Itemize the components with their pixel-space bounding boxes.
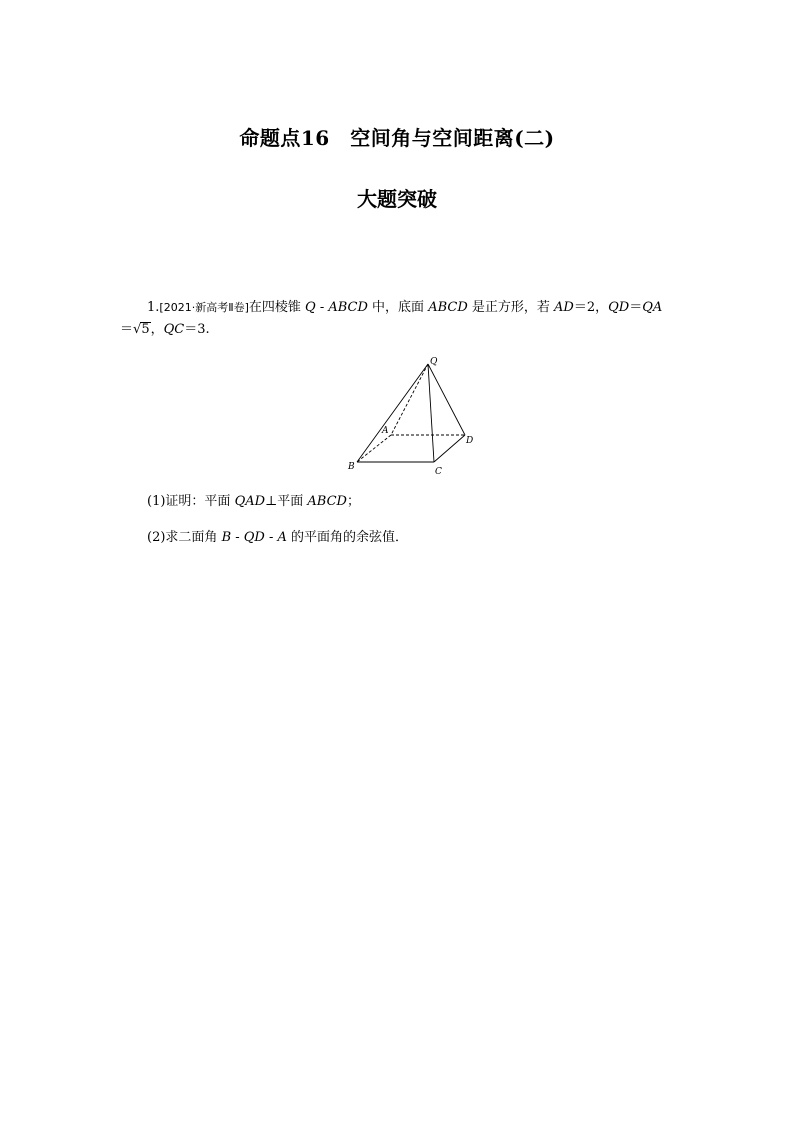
segment-qd: QD [608, 300, 630, 315]
ad-value: ＝2， [573, 300, 609, 315]
question-2 [147, 528, 408, 548]
problem-number: 1. [147, 300, 160, 315]
edge-qa-hidden [391, 364, 428, 435]
problem-source: [2021·新高考Ⅱ卷] [159, 301, 249, 314]
vertex-label-a: A [382, 426, 389, 436]
equals-sign: ＝ [629, 300, 643, 315]
vertex-label-d: D [466, 436, 474, 446]
q1-prefix: (1)证明：平面 [147, 494, 235, 509]
q1-plane-abcd: ABCD [307, 494, 347, 509]
edge-qc [428, 364, 434, 462]
pyramid-name: Q - ABCD [305, 300, 368, 315]
equals-sign-2: ＝ [120, 322, 134, 337]
q2-dihedral-angle: B - QD - A [221, 530, 287, 545]
segment-qc: QC [163, 322, 185, 337]
comma: ， [150, 322, 164, 337]
sqrt-symbol: √ [133, 322, 142, 337]
qc-value: ＝3. [184, 322, 210, 337]
q1-end: ； [346, 494, 360, 509]
page-title: 命题点16 空间角与空间距离(二) [239, 126, 555, 150]
edge-qd [428, 364, 465, 435]
base-name: ABCD [428, 300, 468, 315]
segment-ad: AD [554, 300, 574, 315]
q1-plane-qad: QAD [234, 494, 266, 509]
vertex-label-q: Q [430, 357, 438, 367]
problem-text-b: 中，底面 [367, 300, 429, 315]
problem-statement [120, 297, 680, 341]
edge-qb [357, 364, 428, 462]
pyramid-figure [344, 352, 478, 478]
edge-cd [434, 435, 465, 462]
q2-end: 的平面角的余弦值． [286, 530, 409, 545]
segment-qa: QA [642, 300, 663, 315]
problem-text-c: 是正方形，若 [467, 300, 555, 315]
problem-line-2 [120, 319, 680, 341]
problem-text-a: 在四棱锥 [248, 300, 306, 315]
problem-line-1 [120, 297, 680, 319]
vertex-label-b: B [348, 462, 355, 472]
q1-perp: ⊥平面 [265, 494, 308, 509]
question-1 [147, 492, 360, 512]
sqrt-radicand: 5 [141, 322, 150, 337]
q2-prefix: (2)求二面角 [147, 530, 222, 545]
section-subtitle: 大题突破 [357, 187, 437, 211]
vertex-label-c: C [435, 467, 442, 477]
